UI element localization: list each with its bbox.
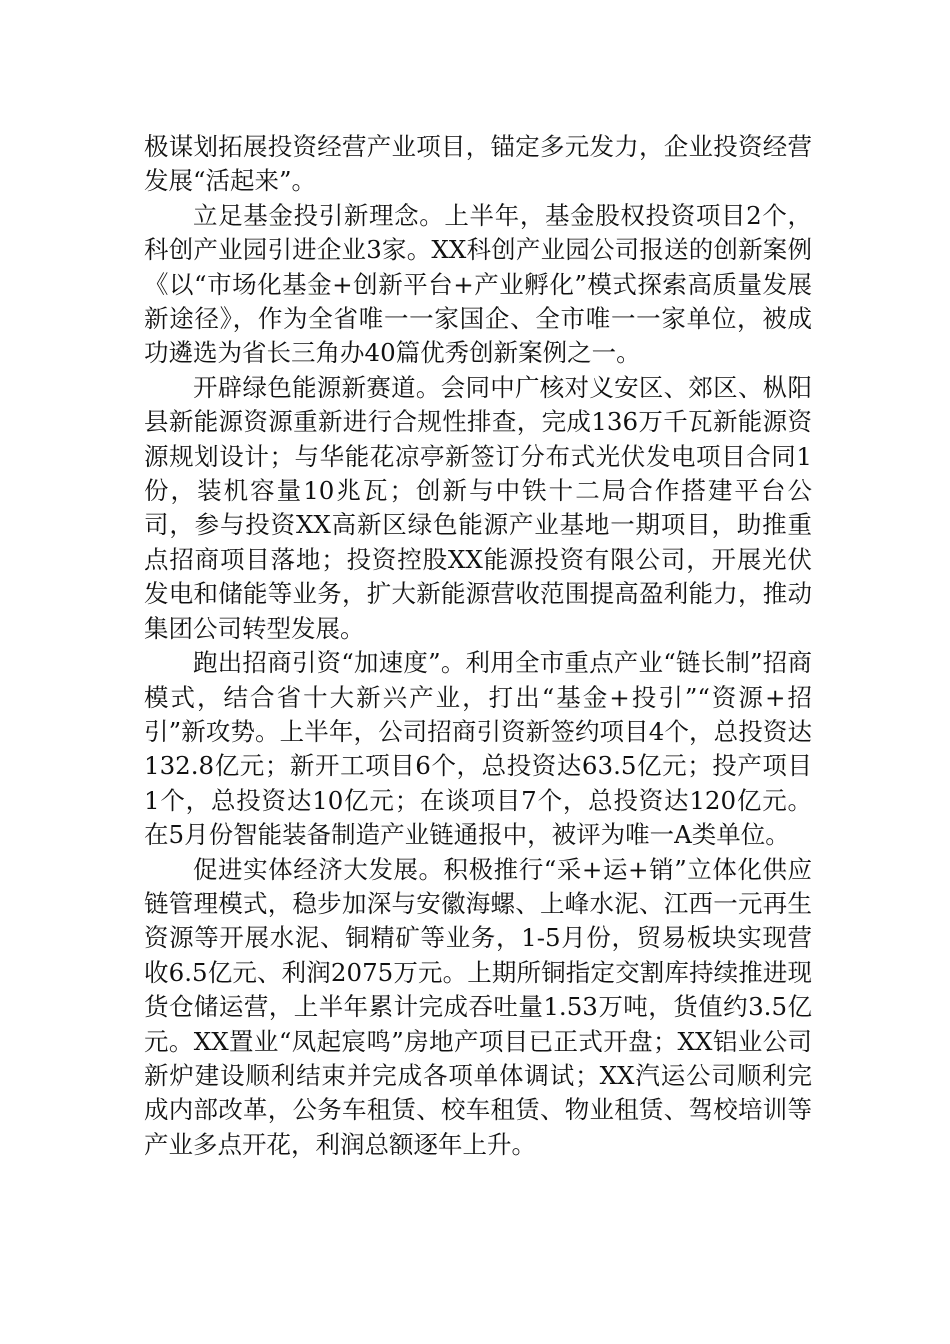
paragraph-continuation: 极谋划拓展投资经营产业项目，锚定多元发力，企业投资经营发展“活起来”。 xyxy=(144,132,812,196)
paragraph-real-economy: 促进实体经济大发展。积极推行“采+运+销”立体化供应链管理模式，稳步加深与安徽海螺、上峰水泥、江西一元再生资源等开展水泥、铜精矿等业务，1-5月份，贸易板块实现营收6.5亿元、利润2075万元。上期所铜指定交割库持续推进现货仓储运营，上半年累计完成吞吐量1.53万吨，货值约3.5亿元。XX置业“凤起宸鸣”房地产项目已正式开盘；XX铝业公司新炉建设顺利结束并完成各项单体调试；XX汽运公司顺利完成内部改革，公务车租赁、校车租赁、物业租赁、驾校培训等产业多点开花，利润总额逐年上升。 xyxy=(144,854,812,1159)
document-body xyxy=(144,130,812,1162)
paragraph-fund-investment: 立足基金投引新理念。上半年，基金股权投资项目2个，科创产业园引进企业3家。XX科创产业园公司报送的创新案例《以“市场化基金+创新平台+产业孵化”模式探索高质量发展新途径》，作为全省唯一一家国企、全市唯一一家单位，被成功遴选为省长三角办40篇优秀创新案例之一。 xyxy=(144,200,812,368)
paragraph-green-energy: 开辟绿色能源新赛道。会同中广核对义安区、郊区、枞阳县新能源资源重新进行合规性排查，完成136万千瓦新能源资源规划设计；与华能花凉亭新签订分布式光伏发电项目合同1份，装机容量10兆瓦；创新与中铁十二局合作搭建平台公司，参与投资XX高新区绿色能源产业基地一期项目，助推重点招商项目落地；投资控股XX能源投资有限公司，开展光伏发电和储能等业务，扩大新能源营收范围提高盈利能力，推动集团公司转型发展。 xyxy=(144,372,812,643)
paragraph-investment-attraction: 跑出招商引资“加速度”。利用全市重点产业“链长制”招商模式，结合省十大新兴产业，打出“基金+投引”“资源+招引”新攻势。上半年，公司招商引资新签约项目4个，总投资达132.8亿元；新开工项目6个，总投资达63.5亿元；投产项目1个，总投资达10亿元；在谈项目7个，总投资达120亿元。在5月份智能装备制造产业链通报中，被评为唯一A类单位。 xyxy=(144,648,812,850)
